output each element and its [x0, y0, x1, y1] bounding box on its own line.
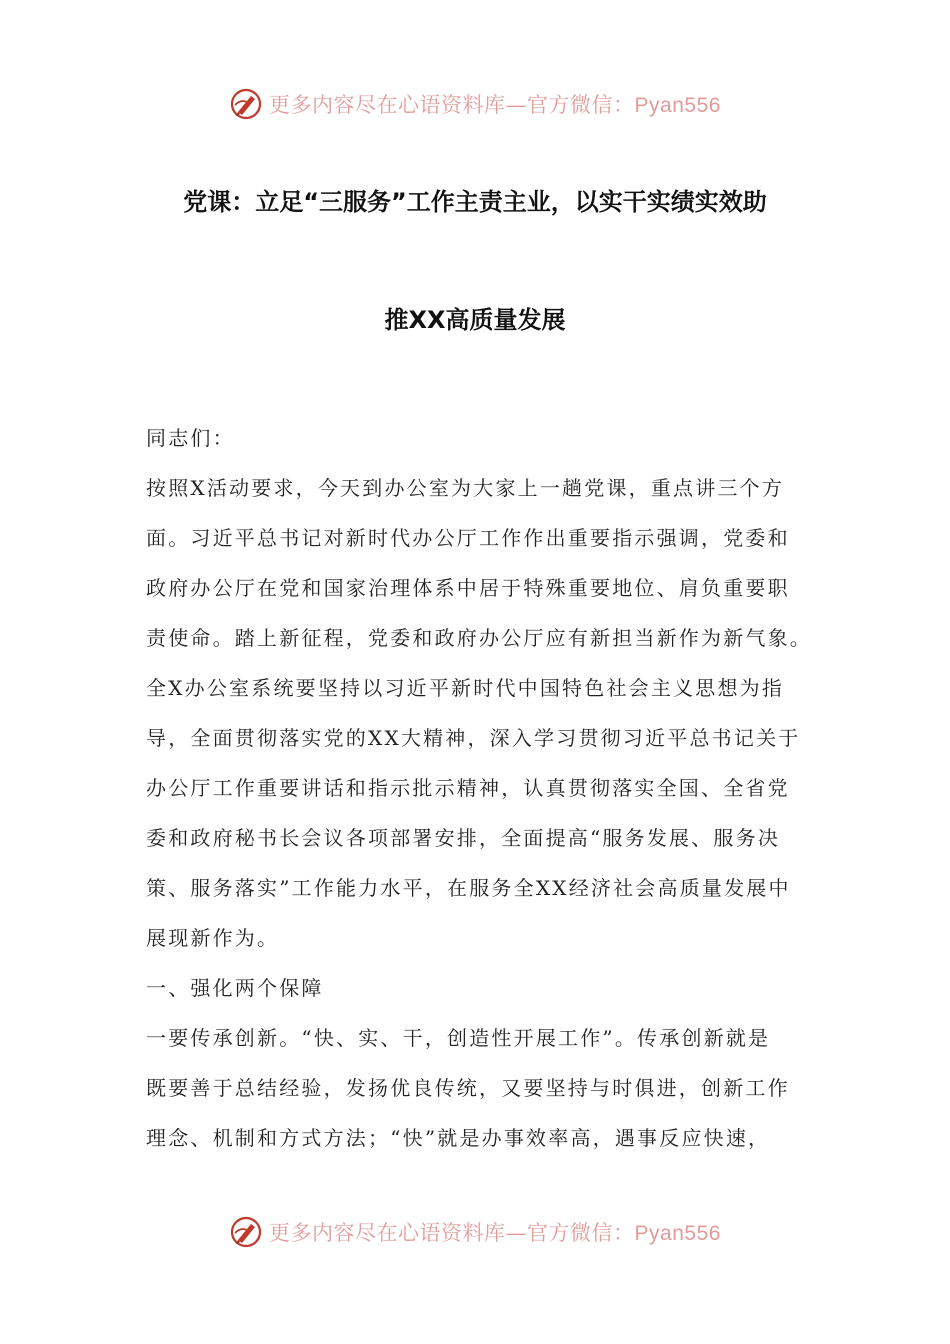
watermark-label: 更多内容尽在心语资料库—官方微信： — [269, 93, 635, 117]
body-line: 策、服务落实”工作能力水平，在服务全XX经济社会高质量发展中 — [146, 876, 791, 900]
document-body — [146, 420, 816, 1170]
watermark-wechat-id: Pyan556 — [634, 94, 721, 117]
body-line: 按照X活动要求，今天到办公室为大家上一趟党课，重点讲三个方 — [146, 476, 785, 500]
body-line: 政府办公厅在党和国家治理体系中居于特殊重要地位、肩负重要职 — [146, 576, 790, 600]
body-line: 导，全面贯彻落实党的XX大精神，深入学习贯彻习近平总书记关于 — [146, 726, 801, 750]
body-line: 面。习近平总书记对新时代办公厅工作作出重要指示强调，党委和 — [146, 526, 790, 550]
watermark-text — [269, 89, 721, 119]
body-line: 既要善于总结经验，发扬优良传统，又要坚持与时俱进，创新工作 — [146, 1076, 790, 1100]
watermark-wechat-id: Pyan556 — [634, 1222, 721, 1245]
body-line: 展现新作为。 — [146, 926, 280, 950]
body-line: 理念、机制和方式方法；“快”就是办事效率高，遇事反应快速， — [146, 1126, 771, 1150]
body-line: 全X办公室系统要坚持以习近平新时代中国特色社会主义思想为指 — [146, 676, 785, 700]
body-line: 责使命。踏上新征程，党委和政府办公厅应有新担当新作为新气象。 — [146, 626, 812, 650]
body-line: 办公厅工作重要讲话和指示批示精神，认真贯彻落实全国、全省党 — [146, 776, 790, 800]
watermark-text — [269, 1217, 721, 1247]
body-line: 一要传承创新。“快、实、干，创造性开展工作”。传承创新就是 — [146, 1026, 771, 1050]
section-heading: 一、强化两个保障 — [146, 976, 324, 1000]
pen-logo-icon — [229, 1215, 263, 1249]
header-watermark — [0, 84, 950, 124]
footer-watermark — [0, 1212, 950, 1252]
body-line: 同志们： — [146, 426, 235, 450]
pen-logo-icon — [229, 87, 263, 121]
watermark-label: 更多内容尽在心语资料库—官方微信： — [269, 1221, 635, 1245]
document-title-line2: 推XX高质量发展 — [384, 306, 566, 334]
document-title-line1: 党课：立足“三服务”工作主责主业，以实干实绩实效助 — [183, 188, 767, 216]
body-line: 委和政府秘书长会议各项部署安排，全面提高“服务发展、服务决 — [146, 826, 781, 850]
